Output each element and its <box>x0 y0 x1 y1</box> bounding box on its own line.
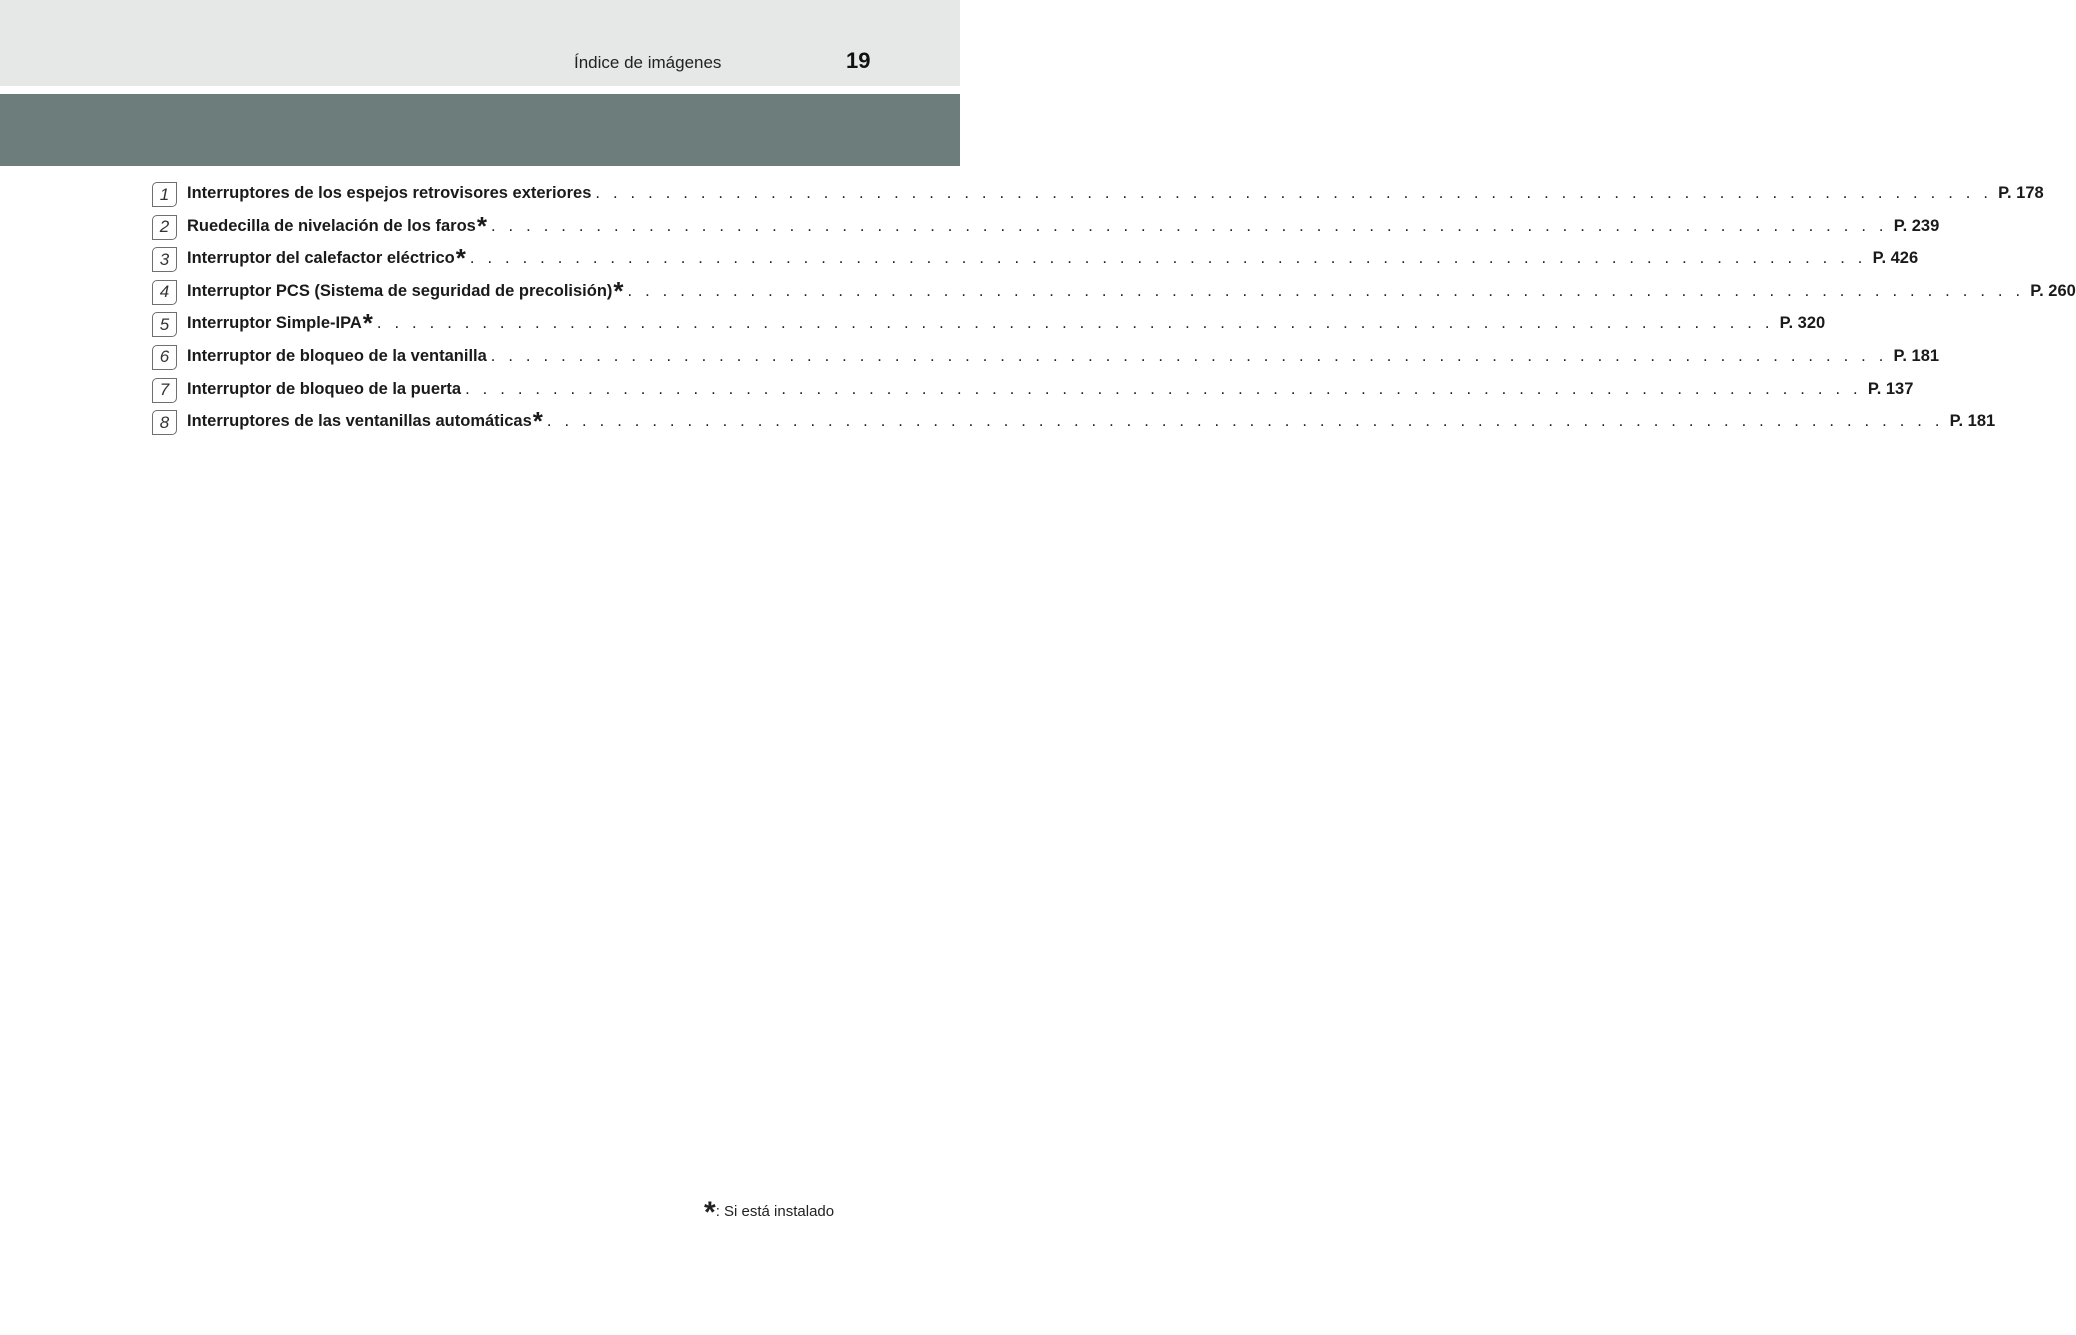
footnote-star-icon: * <box>704 1196 716 1229</box>
entry-text: Interruptor del calefactor eléctrico * . . . . . . . . . . . . . . . . . . . . . . . . . . . . . . . . . . . . . . . . . . . . . . . . . . . . . . . . . . . . . . . . . . . . . . . . . . . . . . . . P. 426 <box>187 243 1919 274</box>
dot-leader: . . . . . . . . . . . . . . . . . . . . . . . . . . . . . . . . . . . . . . . . . . . . . . . . . . . . . . . . . . . . . . . . . . . . . . . . . . . . . . . . <box>490 346 1888 365</box>
entry-text: Interruptor Simple-IPA * . . . . . . . . . . . . . . . . . . . . . . . . . . . . . . . . . . . . . . . . . . . . . . . . . . . . . . . . . . . . . . . . . . . . . . . . . . . . . . . . P. 320 <box>187 308 1826 339</box>
entry-page-ref[interactable]: P. 137 <box>1867 379 1914 398</box>
entry-number-badge: 6 <box>152 345 177 370</box>
index-entry[interactable] <box>152 406 1996 439</box>
dot-leader: . . . . . . . . . . . . . . . . . . . . . . . . . . . . . . . . . . . . . . . . . . . . . . . . . . . . . . . . . . . . . . . . . . . . . . . . . . . . . . . . <box>546 412 1944 431</box>
index-entry[interactable] <box>152 243 1919 276</box>
entry-number-badge: 5 <box>152 312 177 337</box>
index-entry[interactable] <box>152 374 1914 407</box>
entry-page-ref[interactable]: P. 239 <box>1893 216 1940 235</box>
page-number: 19 <box>846 48 871 73</box>
entry-text <box>187 379 1914 399</box>
entry-text: Interruptor PCS (Sistema de seguridad de precolisión) * . . . . . . . . . . . . . . . . . . . . . . . . . . . . . . . . . . . . . . . . . . . . . . . . . . . . . . . . . . . . . . . . . . . . . . . . . . . . . . . . P. 260 <box>187 275 2076 306</box>
entry-label: Interruptores de los espejos retrovisores exteriores <box>187 184 592 202</box>
index-entry[interactable] <box>152 178 2044 211</box>
entry-label: Interruptor del calefactor eléctrico <box>187 249 455 268</box>
dot-leader: . . . . . . . . . . . . . . . . . . . . . . . . . . . . . . . . . . . . . . . . . . . . . . . . . . . . . . . . . . . . . . . . . . . . . . . . . . . . . . . . <box>469 249 1867 268</box>
entry-page-ref[interactable]: P. 260 <box>2030 281 2076 300</box>
entry-label: Ruedecilla de nivelación de los faros <box>187 216 476 235</box>
entry-page-ref[interactable]: P. 181 <box>1949 412 1996 431</box>
entry-number-badge: 2 <box>152 215 177 240</box>
entry-text <box>187 346 1940 366</box>
entry-page-ref[interactable]: P. 320 <box>1779 314 1826 333</box>
entry-text: Ruedecilla de nivelación de los faros * . . . . . . . . . . . . . . . . . . . . . . . . . . . . . . . . . . . . . . . . . . . . . . . . . . . . . . . . . . . . . . . . . . . . . . . . . . . . . . . . P. 239 <box>187 210 1940 241</box>
entry-number-badge: 7 <box>152 378 177 403</box>
entry-number-badge: 8 <box>152 410 177 435</box>
index-entry[interactable] <box>152 308 1826 341</box>
footnote-text: : Si está instalado <box>715 1203 835 1220</box>
entry-label: Interruptor de bloqueo de la puerta <box>187 379 462 398</box>
entry-label: Interruptor de bloqueo de la ventanilla <box>187 346 487 365</box>
dot-leader: . . . . . . . . . . . . . . . . . . . . . . . . . . . . . . . . . . . . . . . . . . . . . . . . . . . . . . . . . . . . . . . . . . . . . . . . . . . . . . . . <box>490 216 1888 235</box>
section-banner <box>0 94 960 166</box>
section-title: Índice de imágenes <box>574 53 722 72</box>
entry-label: Interruptor Simple-IPA <box>187 314 362 333</box>
entry-page-ref[interactable]: P. 426 <box>1872 249 1919 268</box>
index-list <box>152 178 2076 439</box>
footnote <box>704 1196 835 1229</box>
entry-page-ref[interactable]: P. 181 <box>1893 346 1940 365</box>
entry-text: Interruptores de las ventanillas automáticas * . . . . . . . . . . . . . . . . . . . . . . . . . . . . . . . . . . . . . . . . . . . . . . . . . . . . . . . . . . . . . . . . . . . . . . . . . . . . . . . . P. 181 <box>187 406 1996 437</box>
header-band <box>0 0 960 86</box>
dot-leader: . . . . . . . . . . . . . . . . . . . . . . . . . . . . . . . . . . . . . . . . . . . . . . . . . . . . . . . . . . . . . . . . . . . . . . . . . . . . . . . . <box>465 379 1862 398</box>
index-entry[interactable] <box>152 210 1940 244</box>
entry-number-badge: 3 <box>152 247 177 272</box>
entry-number-badge: 1 <box>152 182 177 207</box>
entry-page-ref[interactable]: P. 178 <box>1998 184 2044 202</box>
dot-leader: . . . . . . . . . . . . . . . . . . . . . . . . . . . . . . . . . . . . . . . . . . . . . . . . . . . . . . . . . . . . . . . . . . . . . . . . . . . . . . . . <box>376 314 1774 333</box>
entry-text <box>187 184 2044 203</box>
dot-leader: . . . . . . . . . . . . . . . . . . . . . . . . . . . . . . . . . . . . . . . . . . . . . . . . . . . . . . . . . . . . . . . . . . . . . . . . . . . . . . . . <box>627 281 2025 300</box>
index-entry[interactable] <box>152 275 2076 309</box>
entry-label: Interruptores de las ventanillas automáticas <box>187 412 532 431</box>
entry-number-badge: 4 <box>152 280 177 305</box>
entry-label: Interruptor PCS (Sistema de seguridad de precolisión) <box>187 281 613 300</box>
index-entry[interactable] <box>152 341 1940 374</box>
dot-leader: . . . . . . . . . . . . . . . . . . . . . . . . . . . . . . . . . . . . . . . . . . . . . . . . . . . . . . . . . . . . . . . . . . . . . . . . . . . . . . . . <box>595 184 1993 202</box>
